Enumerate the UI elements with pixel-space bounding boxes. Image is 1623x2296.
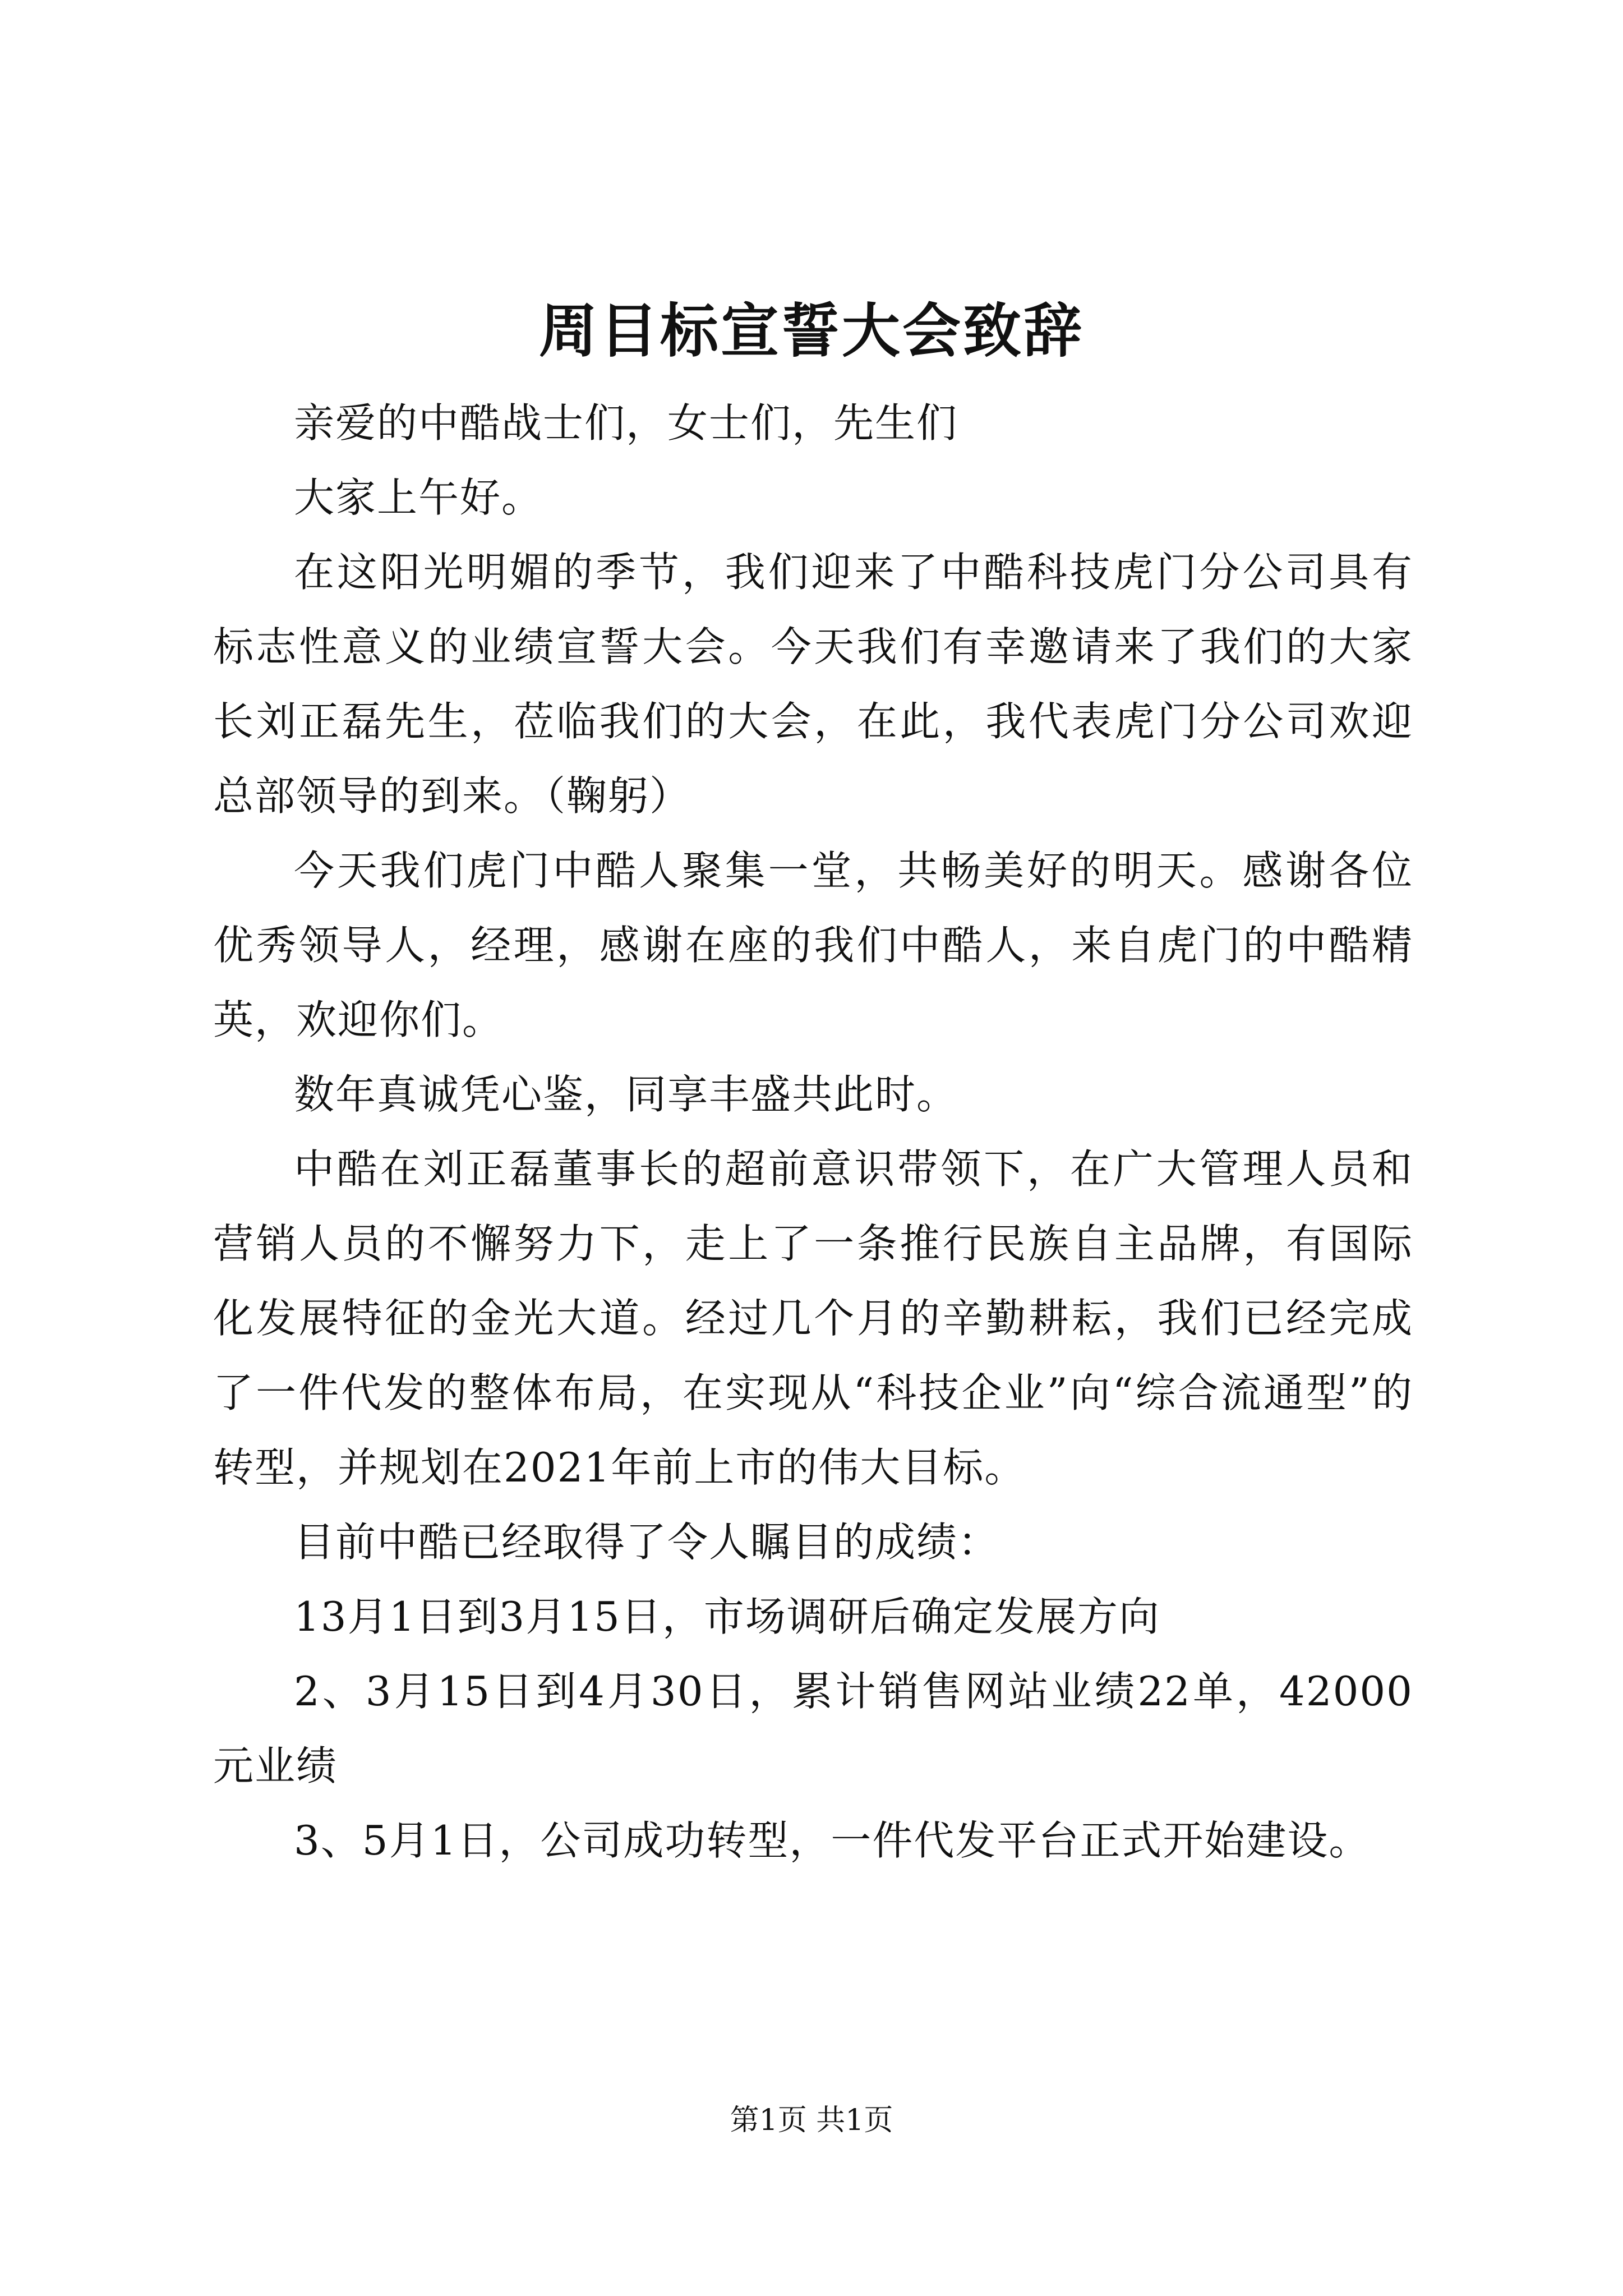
paragraph-achievements-intro: 目前中酷已经取得了令人瞩目的成绩： (294, 1519, 1000, 1566)
paragraph-thanks: 今天我们虎门中酷人聚集一堂，共畅美好的明天。感谢各位优秀领导人，经理，感谢在座的我们中酷人，来自虎门的中酷精英，欢迎你们。 (213, 847, 1413, 1043)
document-title: 周目标宣誓大会致辞 (538, 296, 1084, 365)
paragraph-company-development: 中酷在刘正磊董事长的超前意识带领下，在广大管理人员和营销人员的不懈努力下，走上了一条推行民族自主品牌，有国际化发展特征的金光大道。经过几个月的辛勤耕耘，我们已经完成了一件代发的整体布局，在实现从“科技企业”向“综合流通型”的转型，并规划在2021年前上市的伟大目标。 (213, 1145, 1413, 1491)
paragraph-greeting: 亲爱的中酷战士们，女士们，先生们 (294, 399, 958, 447)
list-item-achievement-1: 13月1日到3月15日，市场调研后确定发展方向 (294, 1593, 1160, 1640)
paragraph-welcome: 在这阳光明媚的季节，我们迎来了中酷科技虎门分公司具有标志性意义的业绩宣誓大会。今天我们有幸邀请来了我们的大家长刘正磊先生，莅临我们的大会，在此，我代表虎门分公司欢迎总部领导的到来。（鞠躬） (213, 549, 1413, 820)
paragraph-good-morning: 大家上午好。 (294, 474, 543, 521)
list-item-achievement-2: 2、3月15日到4月30日，累计销售网站业绩22单，42000元业绩 (213, 1668, 1413, 1789)
paragraph-motto: 数年真诚凭心鉴，同享丰盛共此时。 (294, 1071, 958, 1118)
page-footer: 第1页 共1页 (730, 2104, 893, 2137)
list-item-achievement-3: 3、5月1日，公司成功转型，一件代发平台正式开始建设。 (294, 1817, 1371, 1864)
document-body (213, 386, 1413, 1878)
